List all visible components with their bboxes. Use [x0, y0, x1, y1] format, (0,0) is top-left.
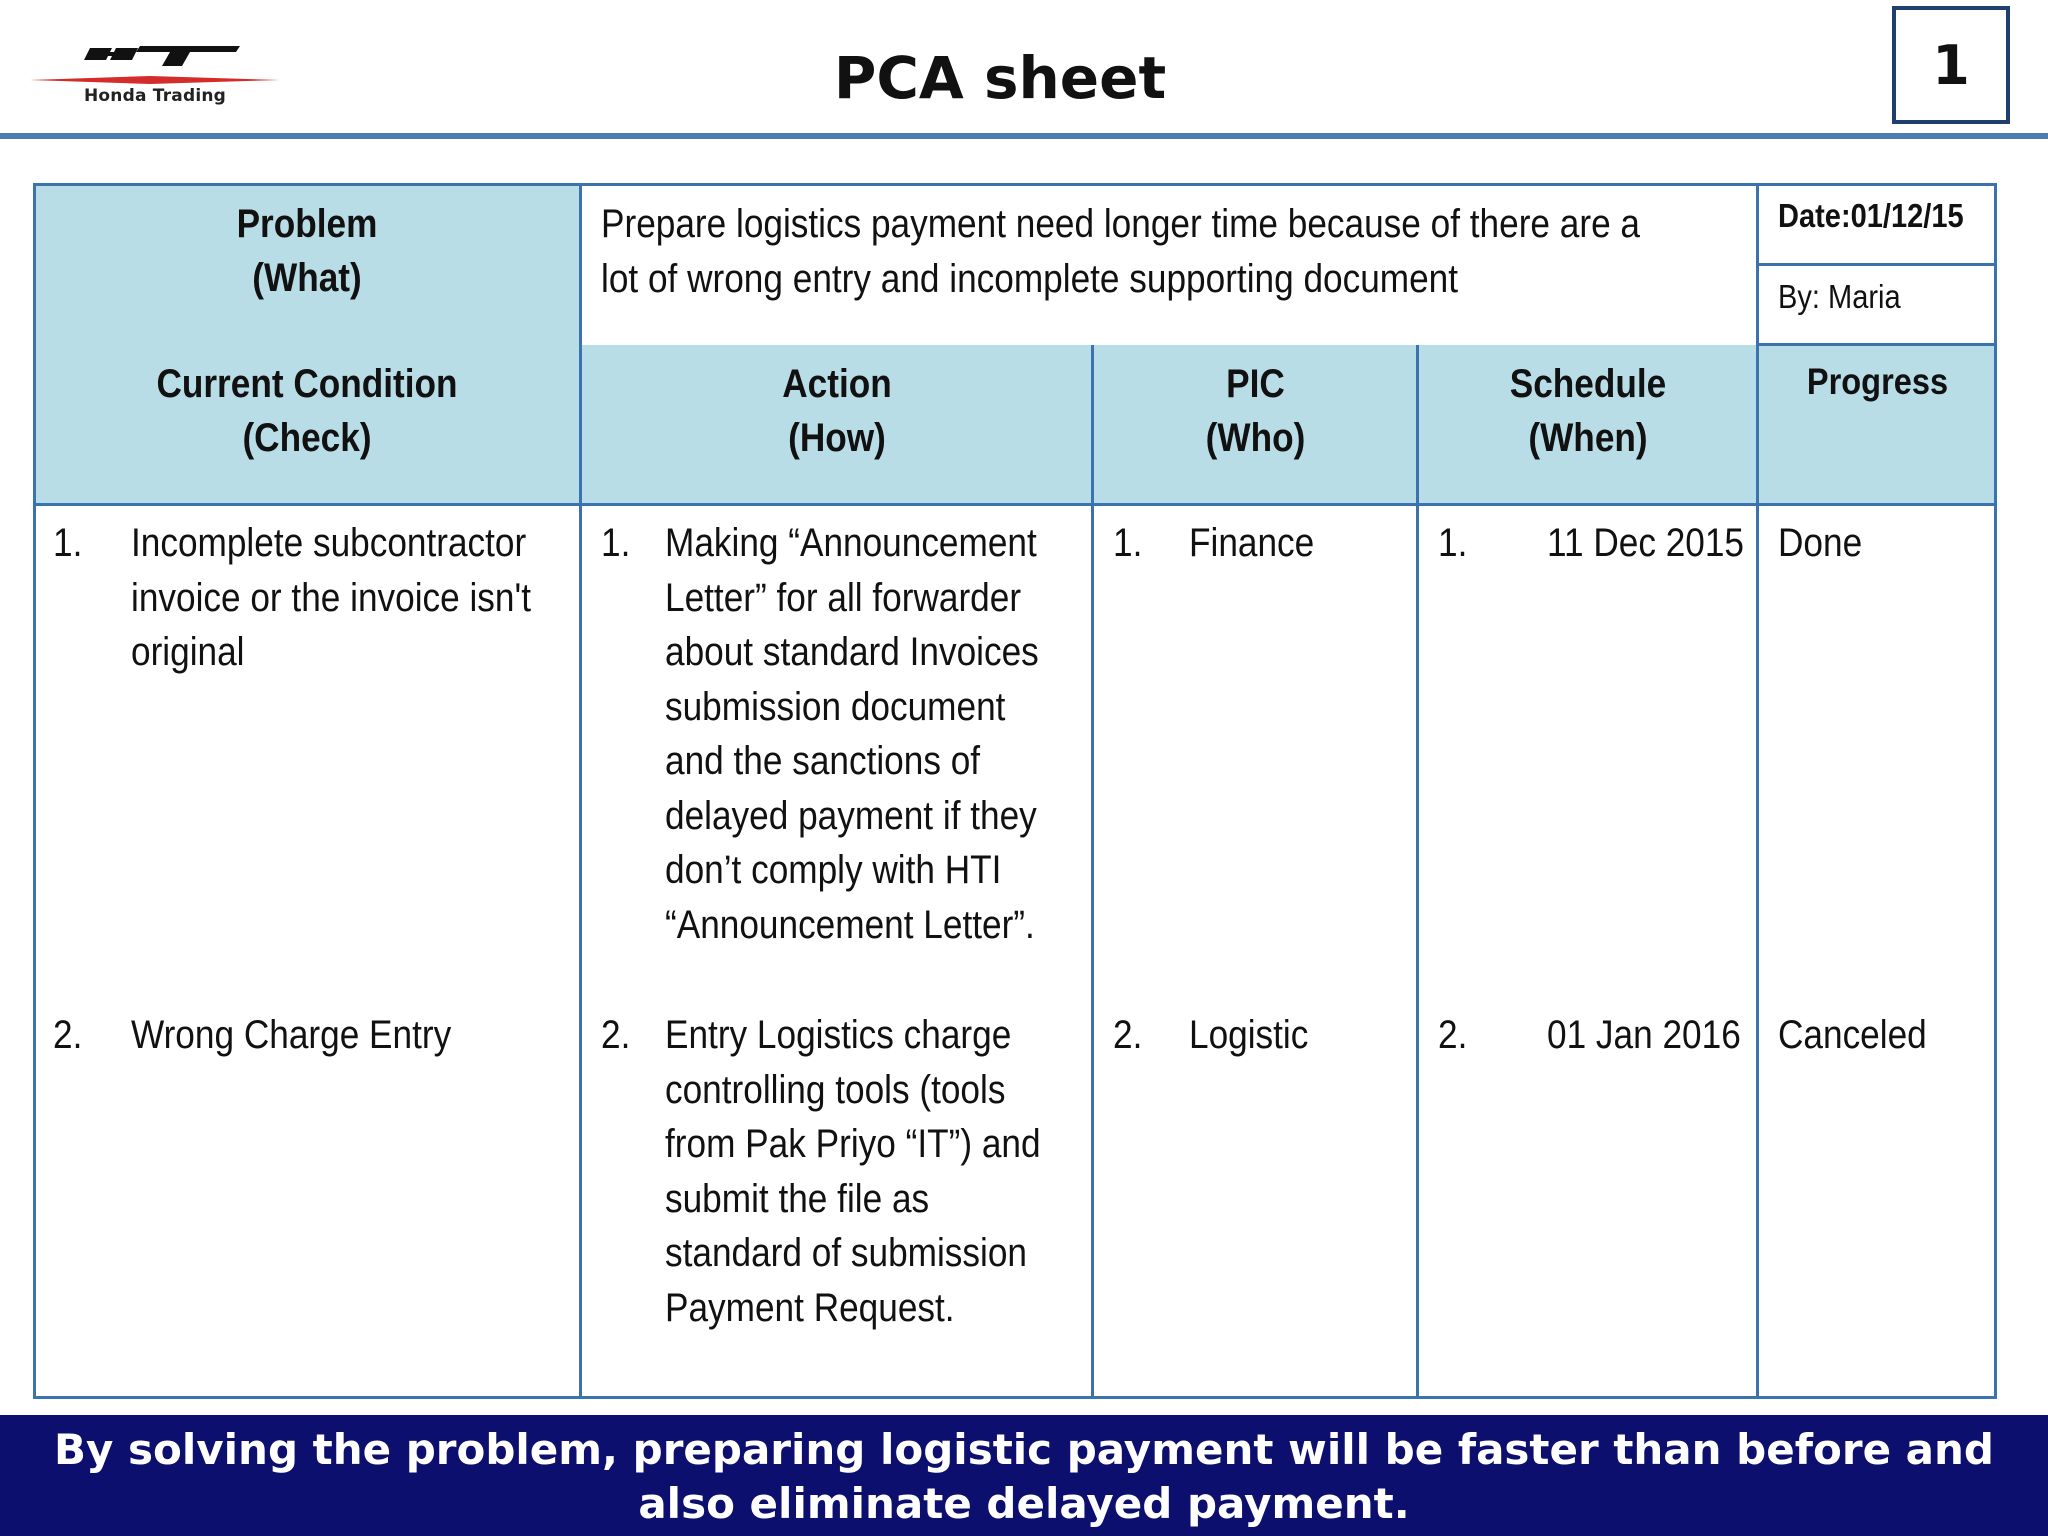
date-text: Date:01/12/15 — [1778, 197, 1964, 234]
table-header-divider — [33, 503, 1997, 506]
action-column-header — [612, 357, 1063, 465]
row-2-action-line: submit the file as — [665, 1176, 930, 1221]
column-divider-1 — [579, 183, 582, 1399]
row-1-pic-number: 1. — [1113, 521, 1143, 565]
schedule-column-header — [1438, 357, 1737, 465]
row-2-action-line: Entry Logistics charge — [665, 1013, 1012, 1057]
row-2-action-number: 2. — [601, 1013, 631, 1057]
row-1-action-number: 1. — [601, 521, 631, 565]
row-2-action-text — [665, 1008, 1087, 1335]
column-divider-4 — [1756, 183, 1759, 1399]
row-1-check-line: Incomplete subcontractor — [131, 521, 527, 565]
action-sublabel: (How) — [788, 416, 886, 460]
row-1-action-line: and the sanctions of — [665, 739, 981, 783]
column-divider-2 — [1091, 345, 1094, 1399]
row-1-check-line: invoice or the invoice isn't — [131, 575, 531, 620]
table-row-1-progress — [1778, 516, 1993, 571]
conclusion-banner — [0, 1415, 2048, 1536]
row-1-action-line: Letter” for all forwarder — [665, 575, 1022, 620]
pic-sublabel: (Who) — [1205, 416, 1306, 460]
header-divider — [0, 133, 2048, 139]
pic-label: PIC — [1226, 362, 1285, 406]
schedule-sublabel: (When) — [1528, 416, 1648, 460]
by-field — [1778, 278, 1901, 316]
schedule-label: Schedule — [1509, 362, 1667, 406]
table-border-right — [1994, 183, 1997, 1399]
action-label: Action — [782, 362, 892, 406]
logo-text: Honda Trading — [84, 86, 227, 106]
row-2-pic-text: Logistic — [1189, 1013, 1309, 1057]
date-field — [1778, 197, 1964, 235]
row-2-pic-number: 2. — [1113, 1013, 1143, 1057]
table-row-2-progress — [1778, 1008, 1993, 1063]
row-2-check-line: Wrong Charge Entry — [131, 1013, 452, 1057]
row-1-number: 1. — [53, 521, 83, 565]
table-border-bottom — [33, 1396, 1997, 1399]
row-1-action-line: about standard Invoices — [665, 630, 1039, 674]
problem-label: Problem — [236, 202, 378, 246]
row-1-progress-text: Done — [1778, 521, 1863, 565]
problem-sublabel: (What) — [252, 256, 362, 300]
row-2-action-line: standard of submission — [665, 1231, 1027, 1275]
row-1-action-line: delayed payment if they — [665, 793, 1037, 838]
progress-label: Progress — [1806, 361, 1949, 402]
row-2-action-line: controlling tools (tools — [665, 1067, 1006, 1112]
conclusion-line-1: By solving the problem, preparing logistic payment will be faster than before and — [54, 1425, 1994, 1474]
row-1-check-line: original — [131, 630, 245, 674]
row-2-progress-text: Canceled — [1778, 1013, 1927, 1057]
by-text: By: Maria — [1778, 278, 1901, 315]
check-label: Current Condition — [156, 362, 458, 406]
row-2-number: 2. — [53, 1013, 83, 1057]
check-sublabel: (Check) — [242, 416, 372, 460]
column-divider-3 — [1416, 345, 1419, 1399]
row-1-action-line: “Announcement Letter”. — [665, 902, 1035, 947]
row-1-action-line: don’t comply with HTI — [665, 848, 1002, 892]
check-column-header — [66, 357, 548, 465]
row-1-action-text — [665, 516, 1087, 952]
pic-column-header — [1113, 357, 1399, 465]
problem-columns-divider — [1758, 343, 1997, 346]
row-1-schedule-text: 11 Dec 2015 — [1547, 521, 1745, 565]
problem-heading — [66, 197, 548, 305]
page-title: PCA sheet — [833, 44, 1167, 112]
problem-text-line-1: Prepare logistics payment need longer time because of there are a — [601, 202, 1641, 246]
row-2-schedule-text: 01 Jan 2016 — [1547, 1013, 1741, 1057]
row-1-pic-text: Finance — [1189, 521, 1315, 565]
table-border-top — [33, 183, 1997, 186]
row-2-action-line: from Pak Priyo “IT”) and — [665, 1122, 1041, 1166]
progress-column-header — [1772, 355, 1982, 409]
row-2-schedule-number: 2. — [1438, 1013, 1468, 1057]
problem-text-line-2: lot of wrong entry and incomplete supporting document — [601, 256, 1459, 301]
row-2-check-text — [131, 1008, 589, 1063]
row-1-schedule-number: 1. — [1438, 521, 1468, 565]
row-1-action-line: submission document — [665, 684, 1006, 729]
row-2-action-line: Payment Request. — [665, 1285, 955, 1330]
row-1-action-line: Making “Announcement — [665, 521, 1037, 565]
page-number: 1 — [1892, 6, 2010, 124]
date-by-divider — [1758, 263, 1997, 266]
pca-table — [33, 183, 1997, 1399]
row-1-check-text — [131, 516, 589, 680]
problem-description — [601, 197, 1639, 306]
table-border-left — [33, 183, 36, 1399]
conclusion-line-2: also eliminate delayed payment. — [638, 1479, 1410, 1528]
